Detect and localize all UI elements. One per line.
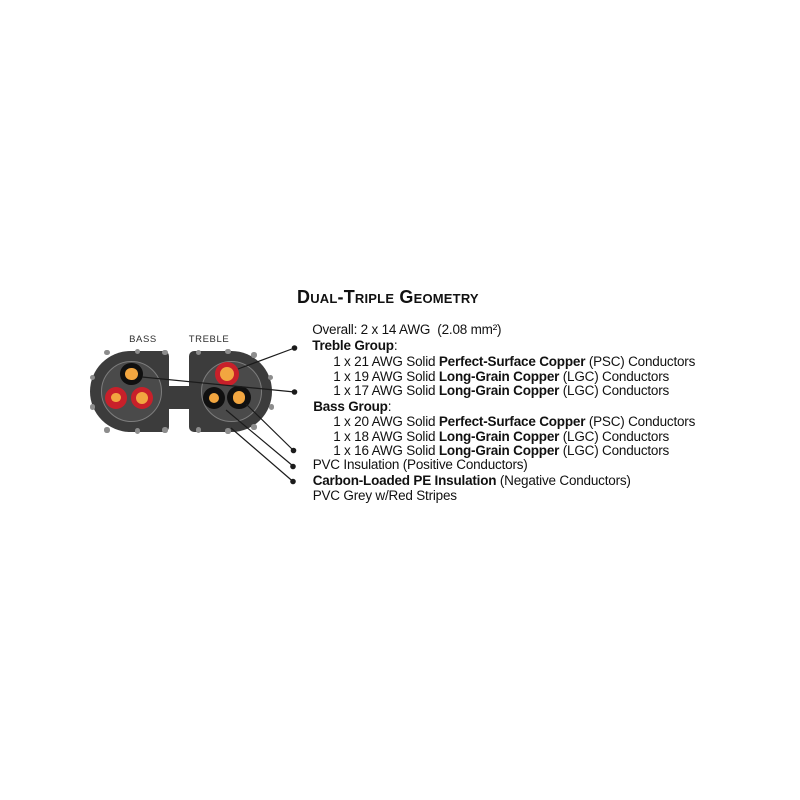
- bullet-jacket: [290, 479, 296, 485]
- leader-line-carbon-pe-insulation: [226, 410, 293, 466]
- bullet-treble-group: [292, 345, 298, 351]
- bullet-bass-group: [292, 389, 298, 395]
- bullet-carbon-pe-insulation: [290, 464, 296, 470]
- bass-group-heading-text: Bass Group: [313, 398, 388, 414]
- callout-carbon-pe-insulation: Carbon-Loaded PE Insulation (Negative Conductors): [312, 472, 631, 488]
- treble-group-heading-text: Treble Group: [312, 338, 394, 353]
- treble-conductor-line: 1 x 17 AWG Solid Long-Grain Copper (LGC) Conductors: [333, 383, 670, 398]
- treble-group-label: TREBLE: [188, 334, 230, 345]
- treble-group-heading: Treble Group:: [312, 338, 398, 353]
- figure-title: Dual-Triple Geometry: [297, 287, 479, 307]
- bass-group-heading: Bass Group:: [313, 398, 392, 414]
- leader-line-pvc-insulation: [246, 404, 294, 451]
- callout-pvc-insulation: PVC Insulation (Positive Conductors): [312, 457, 528, 472]
- bass-conductor-line: 1 x 16 AWG Solid Long-Grain Copper (LGC) Conductors: [333, 443, 670, 458]
- overall-spec-text: Overall: 2 x 14 AWG (2.08 mm²): [312, 322, 502, 337]
- leader-line-jacket: [231, 428, 293, 482]
- bullet-pvc-insulation: [291, 448, 297, 454]
- treble-conductor-line: 1 x 19 AWG Solid Long-Grain Copper (LGC) Conductors: [333, 368, 670, 384]
- bass-conductor-line: 1 x 18 AWG Solid Long-Grain Copper (LGC) Conductors: [333, 428, 670, 444]
- callout-jacket: PVC Grey w/Red Stripes: [312, 487, 457, 503]
- leader-line-treble-group: [238, 348, 295, 369]
- treble-conductor-line: 1 x 21 AWG Solid Perfect-Surface Copper (PSC) Conductors: [333, 354, 696, 369]
- bass-conductor-line: 1 x 20 AWG Solid Perfect-Surface Copper (PSC) Conductors: [333, 414, 696, 429]
- leader-line-bass-group: [142, 377, 295, 392]
- bass-group-label: BASS: [129, 334, 157, 345]
